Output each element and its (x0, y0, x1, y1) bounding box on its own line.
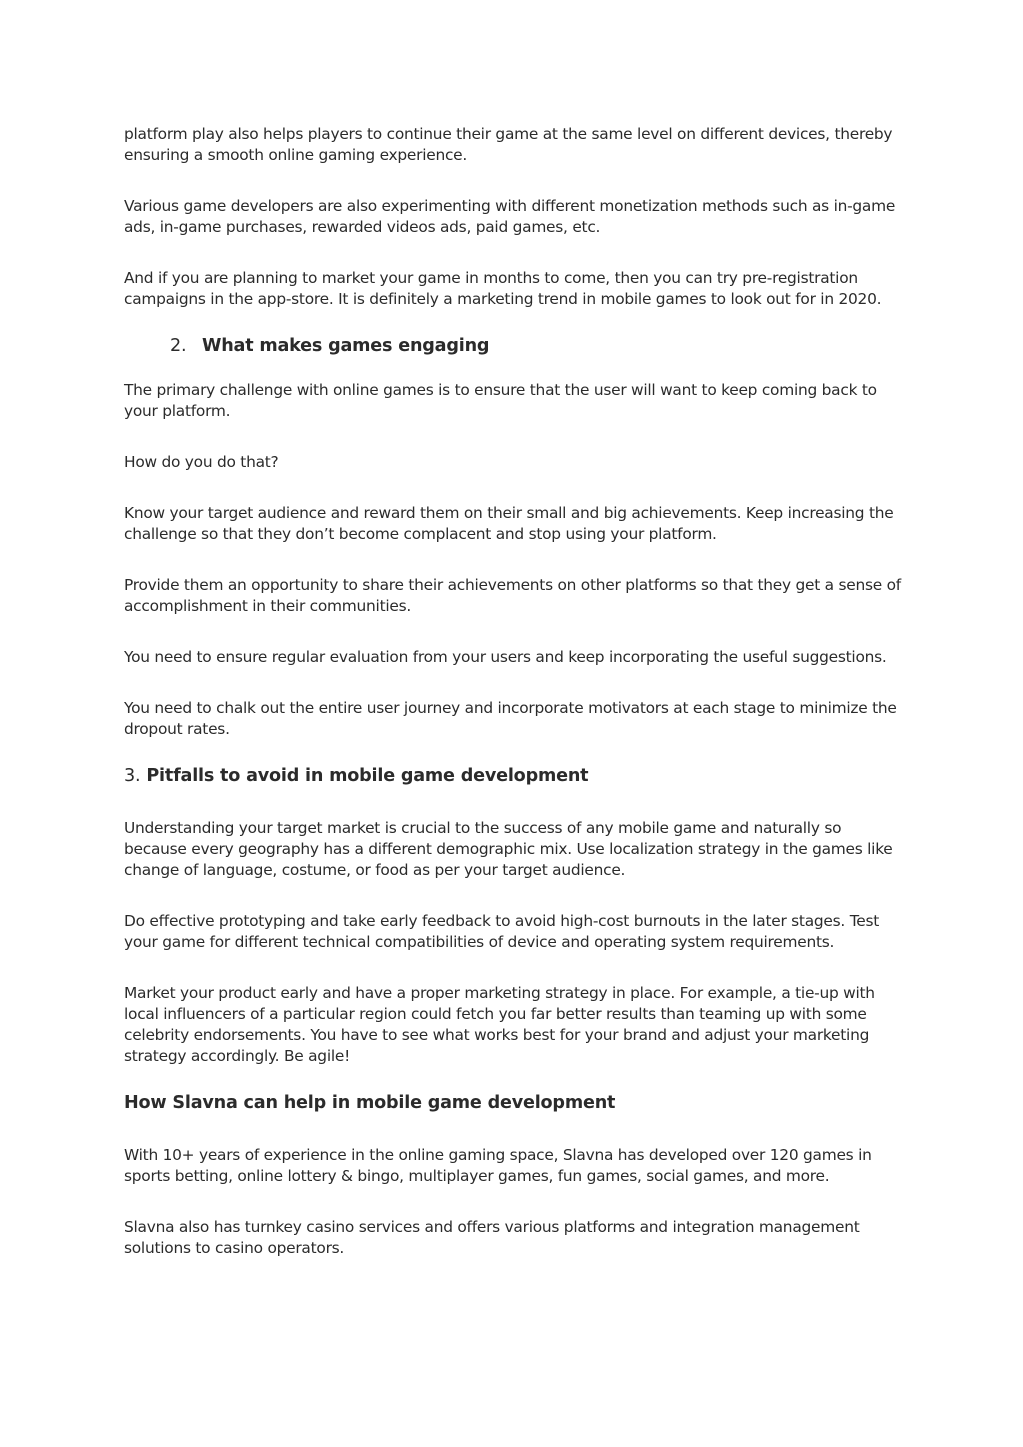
heading-text: Pitfalls to avoid in mobile game development (146, 766, 589, 786)
heading-how-slavna-can-help: How Slavna can help in mobile game development (124, 1093, 616, 1113)
paragraph-marketing-strategy: Market your product early and have a proper marketing strategy in place. For example, a tie-up with local influencers of a particular region could fetch you far better results than teaming up with some celebrity endorsements. You have to see what works best for your brand and adjust your marketing strategy accordingly. Be agile! (124, 984, 875, 1065)
paragraph-regular-evaluation: You need to ensure regular evaluation from your users and keep incorporating the useful suggestions. (124, 648, 887, 666)
heading-number: 2. (170, 336, 187, 356)
heading-number: 3. (124, 766, 141, 786)
paragraph-target-market: Understanding your target market is crucial to the success of any mobile game and naturally so because every geography has a different demographic mix. Use localization strategy in the games like change of language, costume, or food as per your target audience. (124, 819, 893, 879)
heading-what-makes-games-engaging (124, 334, 904, 358)
paragraph-monetization: Various game developers are also experimenting with different monetization methods such as in-game ads, in-game purchases, rewarded videos ads, paid games, etc. (124, 197, 896, 236)
paragraph-pre-registration: And if you are planning to market your game in months to come, then you can try pre-registration campaigns in the app-store. It is definitely a marketing trend in mobile games to look out for in 2020. (124, 269, 882, 308)
paragraph-primary-challenge: The primary challenge with online games is to ensure that the user will want to keep coming back to your platform. (124, 381, 877, 420)
paragraph-target-audience: Know your target audience and reward them on their small and big achievements. Keep increasing the challenge so that they don’t become complacent and stop using your platform. (124, 504, 894, 543)
paragraph-share-achievements: Provide them an opportunity to share their achievements on other platforms so that they get a sense of accomplishment in their communities. (124, 576, 901, 615)
paragraph-experience: With 10+ years of experience in the online gaming space, Slavna has developed over 120 games in sports betting, online lottery & bingo, multiplayer games, fun games, social games, and more. (124, 1146, 872, 1185)
paragraph-how-question: How do you do that? (124, 453, 279, 471)
paragraph-prototyping: Do effective prototyping and take early feedback to avoid high-cost burnouts in the later stages. Test your game for different technical compatibilities of device and operating system requirements. (124, 912, 879, 951)
document-page (124, 124, 904, 1259)
heading-text: What makes games engaging (202, 336, 490, 356)
paragraph-cross-platform: platform play also helps players to continue their game at the same level on different devices, thereby ensuring a smooth online gaming experience. (124, 125, 893, 164)
paragraph-user-journey: You need to chalk out the entire user journey and incorporate motivators at each stage to minimize the dropout rates. (124, 699, 897, 738)
heading-pitfalls (124, 764, 904, 788)
paragraph-turnkey-casino: Slavna also has turnkey casino services and offers various platforms and integration management solutions to casino operators. (124, 1218, 860, 1257)
